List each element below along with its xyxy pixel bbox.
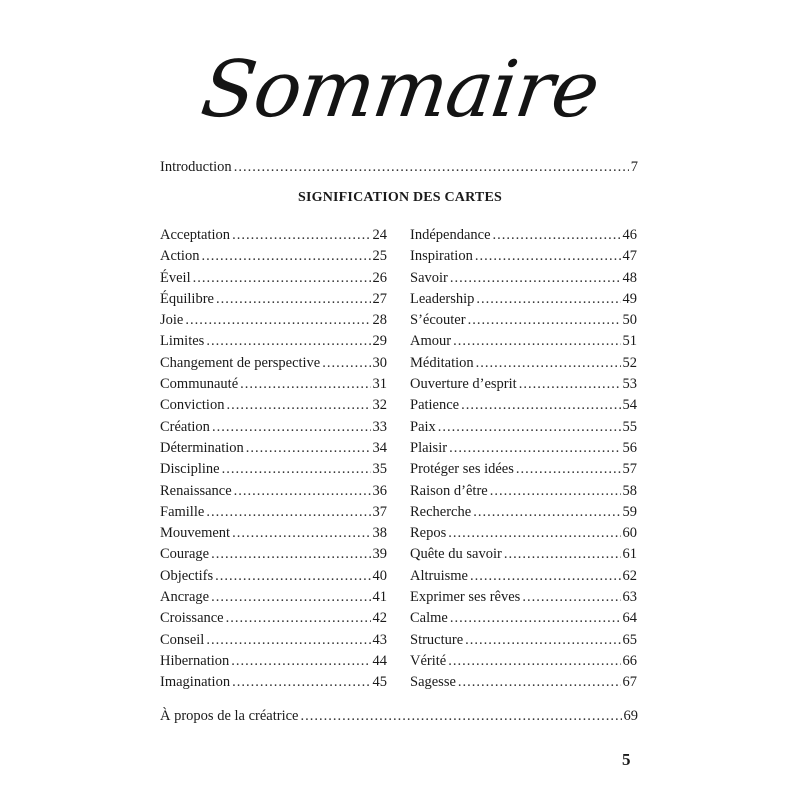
toc-entry [160, 246, 387, 267]
toc-entry-page: 40 [372, 567, 387, 584]
dot-leader [201, 246, 370, 267]
toc-entry-page: 36 [372, 482, 387, 499]
toc-entry [410, 268, 637, 289]
toc-entry [410, 481, 637, 502]
toc-entry-introduction [160, 157, 638, 177]
toc-entry-label: Leadership [410, 290, 475, 307]
toc-entry [160, 225, 387, 246]
toc-entry-label: Quête du savoir [410, 546, 502, 563]
toc-entry-page: 47 [622, 248, 637, 265]
toc-entry [160, 672, 387, 693]
toc-entry [160, 630, 387, 651]
toc-entry-label: Patience [410, 397, 460, 414]
dot-leader [234, 157, 629, 177]
dot-leader [476, 289, 620, 310]
toc-entry-label: Acceptation [160, 227, 231, 243]
dot-leader [301, 706, 622, 726]
toc-entry-page: 38 [372, 525, 387, 542]
toc-entry-label: Raison d’être [410, 482, 488, 499]
toc-entry [410, 246, 637, 267]
toc-entry-label: Famille [160, 503, 205, 520]
dot-leader [206, 630, 370, 651]
toc-entry-label: Discipline [160, 461, 220, 478]
toc-entry-page: 42 [372, 610, 387, 627]
toc-entry-page: 61 [622, 546, 637, 563]
dot-leader [232, 672, 370, 693]
toc-entry-label: Mouvement [160, 525, 231, 542]
toc-entry-label: Limites [160, 333, 205, 350]
toc-entry [410, 502, 637, 523]
toc-entry-label: Action [160, 248, 200, 265]
toc-entry-label: Plaisir [410, 439, 448, 456]
dot-leader [516, 459, 621, 480]
toc-entry-label: Croissance [160, 610, 224, 627]
toc-entry-label: Création [160, 418, 210, 435]
dot-leader [231, 651, 370, 672]
toc-entry-label: Objectifs [160, 567, 214, 584]
toc-entry-page: 64 [622, 610, 637, 627]
toc-entry [410, 395, 637, 416]
toc-entry [410, 289, 637, 310]
toc-entry-label: Repos [410, 525, 447, 542]
toc-entry [160, 608, 387, 629]
dot-leader [448, 651, 620, 672]
toc-entry [160, 481, 387, 502]
toc-entry-label: Recherche [410, 503, 472, 520]
toc-entry-label: Paix [410, 418, 436, 435]
dot-leader [211, 544, 370, 565]
dot-leader [234, 481, 371, 502]
toc-entry-label: Vérité [410, 652, 447, 669]
toc-entry [410, 374, 637, 395]
toc-entry-page: 30 [372, 354, 387, 371]
toc-entry-label: Changement de perspective [160, 354, 321, 371]
toc-entry-page: 45 [372, 674, 387, 691]
toc-column-left [160, 225, 387, 694]
toc-entry-label: Protéger ses idées [410, 461, 514, 478]
toc-entry-about [160, 706, 638, 726]
toc-entry [160, 544, 387, 565]
toc-entry [410, 651, 637, 672]
dot-leader [458, 672, 621, 693]
section-heading: SIGNIFICATION DES CARTES [298, 190, 502, 205]
toc-entry-page: 43 [372, 631, 387, 648]
toc-entry-label: Hibernation [160, 652, 230, 669]
toc-entry [160, 417, 387, 438]
toc-entry-page: 60 [622, 525, 637, 542]
dot-leader [185, 310, 370, 331]
toc-entry-page: 57 [622, 461, 637, 478]
dot-leader [470, 566, 621, 587]
toc-entry-label: Détermination [160, 439, 244, 456]
dot-leader [519, 374, 621, 395]
toc-entry [160, 289, 387, 310]
dot-leader [211, 587, 370, 608]
toc-entry [160, 268, 387, 289]
toc-entry-page: 69 [623, 708, 638, 724]
toc-entry [410, 353, 637, 374]
toc-entry-page: 59 [622, 503, 637, 520]
dot-leader [490, 481, 621, 502]
toc-entry-page: 53 [622, 376, 637, 393]
toc-entry [160, 310, 387, 331]
toc-entry [410, 672, 637, 693]
toc-entry-page: 27 [372, 290, 387, 307]
toc-entry [410, 459, 637, 480]
dot-leader [450, 268, 621, 289]
toc-entry-label: Joie [160, 312, 184, 329]
toc-entry-label: Méditation [410, 354, 474, 371]
toc-entry [410, 566, 637, 587]
toc-entry-page: 25 [372, 248, 387, 265]
toc-entry [410, 417, 637, 438]
dot-leader [232, 523, 370, 544]
toc-entry-label: Introduction [160, 159, 232, 175]
toc-column-right [410, 225, 637, 694]
toc-entry-label: Indépendance [410, 227, 491, 243]
dot-leader [216, 289, 371, 310]
dot-leader [476, 353, 621, 374]
dot-leader [226, 608, 371, 629]
toc-entry-page: 34 [372, 439, 387, 456]
toc-entry [160, 587, 387, 608]
dot-leader [222, 459, 371, 480]
toc-entry-page: 67 [622, 674, 637, 691]
toc-entry-page: 31 [372, 376, 387, 393]
toc-entry-page: 48 [622, 269, 637, 286]
page-title: Sommaire [196, 45, 604, 135]
toc-entry-label: Structure [410, 631, 464, 648]
toc-entry-page: 63 [622, 589, 637, 606]
dot-leader [465, 630, 620, 651]
toc-entry [160, 502, 387, 523]
toc-entry-label: Imagination [160, 674, 231, 691]
toc-entry-page: 35 [372, 461, 387, 478]
toc-entry-page: 54 [622, 397, 637, 414]
toc-entry-label: Courage [160, 546, 210, 563]
toc-entry [410, 225, 637, 246]
toc-entry-page: 28 [372, 312, 387, 329]
toc-entry-page: 26 [372, 269, 387, 286]
toc-entry [160, 459, 387, 480]
toc-entry-page: 62 [622, 567, 637, 584]
toc-entry-label: Communauté [160, 376, 239, 393]
toc-entry-page: 65 [622, 631, 637, 648]
toc-entry-label: Exprimer ses rêves [410, 589, 521, 606]
toc-entry-page: 24 [372, 227, 387, 243]
dot-leader [450, 608, 621, 629]
dot-leader [206, 502, 370, 523]
toc-entry-label: Renaissance [160, 482, 232, 499]
toc-entry-label: Inspiration [410, 248, 473, 265]
dot-leader [448, 523, 620, 544]
toc-entry-page: 7 [630, 159, 638, 175]
toc-entry-page: 51 [622, 333, 637, 350]
dot-leader [206, 331, 370, 352]
toc-entry-label: Sagesse [410, 674, 456, 691]
dot-leader [504, 544, 621, 565]
toc-entry-page: 56 [622, 439, 637, 456]
toc-entry-page: 50 [622, 312, 637, 329]
toc-entry-label: Altruisme [410, 567, 468, 584]
toc-entry-label: Conseil [160, 631, 205, 648]
dot-leader [453, 331, 620, 352]
toc-entry [160, 566, 387, 587]
toc-entry [160, 395, 387, 416]
toc-entry [410, 310, 637, 331]
dot-leader [226, 395, 370, 416]
toc-entry-label: S’écouter [410, 312, 466, 329]
toc-entry [410, 587, 637, 608]
dot-leader [232, 225, 370, 246]
toc-entry [410, 331, 637, 352]
dot-leader [212, 417, 371, 438]
dot-leader [473, 502, 620, 523]
toc-entry-page: 32 [372, 397, 387, 414]
toc-entry-page: 29 [372, 333, 387, 350]
dot-leader [322, 353, 370, 374]
toc-entry-page: 55 [622, 418, 637, 435]
dot-leader [461, 395, 620, 416]
toc-entry-label: Savoir [410, 269, 448, 286]
dot-leader [215, 566, 370, 587]
dot-leader [475, 246, 621, 267]
toc-entry [410, 438, 637, 459]
dot-leader [522, 587, 620, 608]
toc-entry-label: À propos de la créatrice [160, 708, 299, 724]
toc-entry-label: Amour [410, 333, 452, 350]
toc-entry-page: 39 [372, 546, 387, 563]
toc-entry-page: 66 [622, 652, 637, 669]
toc-entry [410, 630, 637, 651]
toc-entry-label: Calme [410, 610, 448, 627]
dot-leader [438, 417, 621, 438]
toc-entry-label: Ouverture d’esprit [410, 376, 517, 393]
toc-entry-page: 41 [372, 589, 387, 606]
toc-entry [160, 438, 387, 459]
toc-entry-page: 52 [622, 354, 637, 371]
toc-entry [160, 374, 387, 395]
toc-entry-page: 49 [622, 290, 637, 307]
toc-entry [160, 651, 387, 672]
toc-entry-label: Équilibre [160, 290, 214, 307]
dot-leader [193, 268, 371, 289]
toc-entry-page: 37 [372, 503, 387, 520]
toc-entry [410, 544, 637, 565]
dot-leader [240, 374, 370, 395]
toc-entry-label: Conviction [160, 397, 225, 414]
toc-entry-page: 44 [372, 652, 387, 669]
toc-entry-page: 33 [372, 418, 387, 435]
toc-entry [410, 608, 637, 629]
toc-entry [160, 353, 387, 374]
toc-entry [410, 523, 637, 544]
page-number: 5 [622, 750, 631, 769]
toc-entry-label: Éveil [160, 269, 191, 286]
toc-entry [160, 523, 387, 544]
dot-leader [493, 225, 621, 246]
dot-leader [246, 438, 371, 459]
toc-entry-page: 58 [622, 482, 637, 499]
toc-entry-page: 46 [622, 227, 637, 243]
toc-entry-label: Ancrage [160, 589, 210, 606]
dot-leader [468, 310, 621, 331]
dot-leader [449, 438, 620, 459]
toc-entry [160, 331, 387, 352]
